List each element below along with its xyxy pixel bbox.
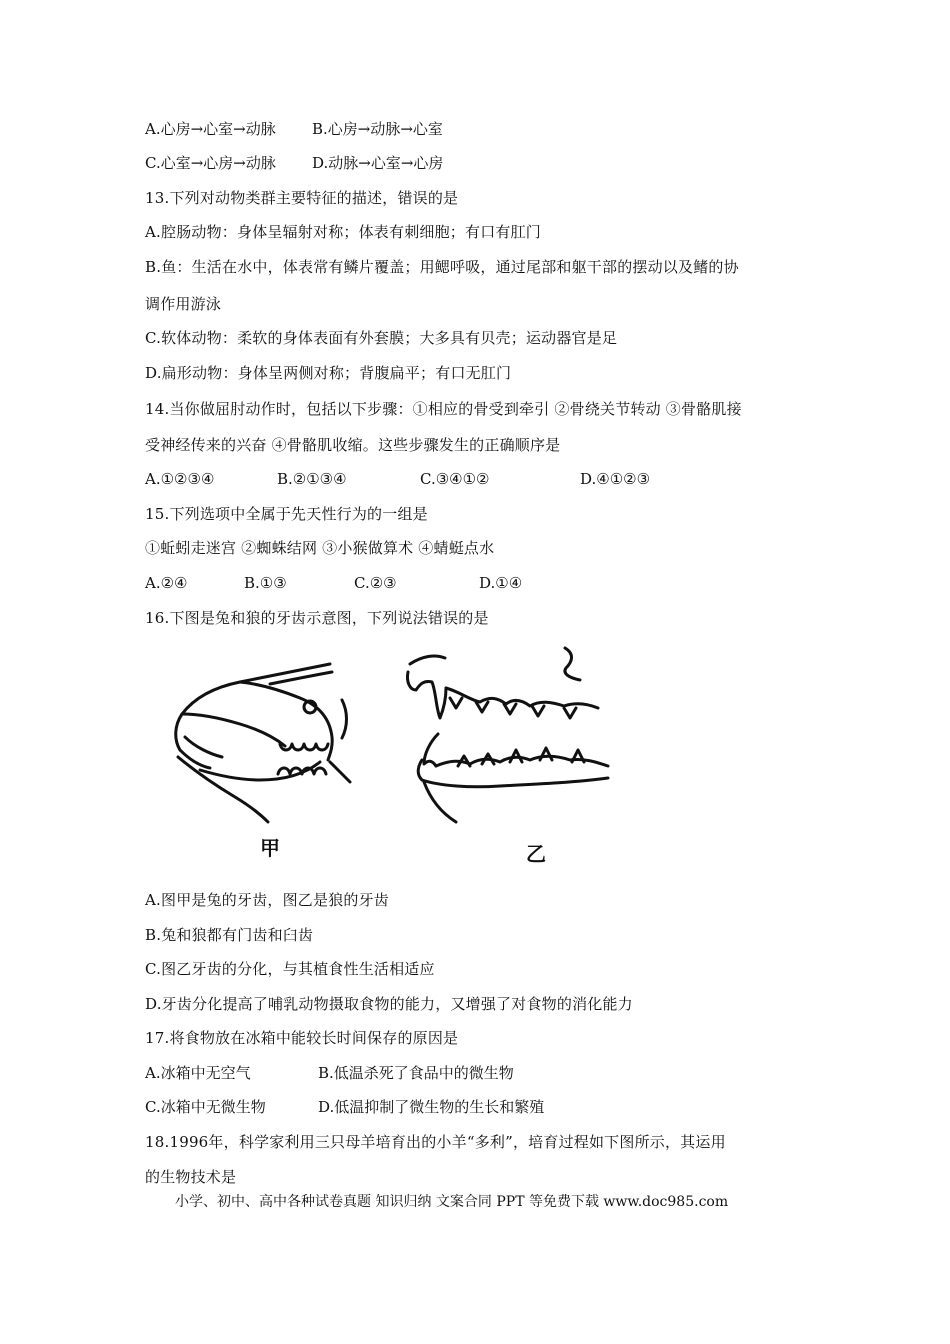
q18-stem-line1: 18.1996年，科学家利用三只母羊培育出的小羊“多利”，培育过程如下图所示，其运用 bbox=[145, 1133, 726, 1151]
q12-option-c: C.心室→心房→动脉 bbox=[145, 154, 276, 172]
q13-option-a: A.腔肠动物：身体呈辐射对称；体表有刺细胞；有口有肛门 bbox=[145, 223, 542, 241]
q13-option-d: D.扁形动物：身体呈两侧对称；背腹扁平；有口无肛门 bbox=[145, 364, 512, 382]
q14-stem-line1: 14.当你做屈肘动作时，包括以下步骤：①相应的骨受到牵引 ②骨绕关节转动 ③骨骼肌接 bbox=[145, 400, 742, 418]
q15-option-c: C.②③ bbox=[354, 574, 397, 592]
figure-label-left: 甲 bbox=[260, 836, 280, 860]
q16-option-b: B.兔和狼都有门齿和臼齿 bbox=[145, 926, 314, 944]
q17-option-a: A.冰箱中无空气 bbox=[145, 1064, 251, 1082]
q16-option-c: C.图乙牙齿的分化，与其植食性生活相适应 bbox=[145, 960, 435, 978]
q12-option-a: A.心房→心室→动脉 bbox=[145, 120, 276, 138]
wolf-jaws-icon bbox=[407, 648, 608, 822]
q14-option-b: B.②①③④ bbox=[277, 470, 347, 488]
q12-option-b: B.心房→动脉→心室 bbox=[312, 120, 443, 138]
q14-option-c: C.③④①② bbox=[420, 470, 490, 488]
q13-option-b-line1: B.鱼：生活在水中，体表常有鳞片覆盖；用鳃呼吸，通过尾部和躯干部的摆动以及鳍的协 bbox=[145, 258, 739, 276]
q16-stem: 16.下图是兔和狼的牙齿示意图，下列说法错误的是 bbox=[145, 609, 489, 627]
q17-option-c: C.冰箱中无微生物 bbox=[145, 1098, 266, 1116]
q13-stem: 13.下列对动物类群主要特征的描述，错误的是 bbox=[145, 189, 459, 207]
q15-option-a: A.②④ bbox=[145, 574, 188, 592]
q17-option-b: B.低温杀死了食品中的微生物 bbox=[318, 1064, 514, 1082]
q13-option-b-line2: 调作用游泳 bbox=[145, 295, 222, 313]
q14-stem-line2: 受神经传来的兴奋 ④骨骼肌收缩。这些步骤发生的正确顺序是 bbox=[145, 436, 561, 454]
q14-option-a: A.①②③④ bbox=[145, 470, 215, 488]
teeth-figure bbox=[160, 642, 620, 872]
q16-option-d: D.牙齿分化提高了哺乳动物摄取食物的能力，又增强了对食物的消化能力 bbox=[145, 995, 633, 1013]
q15-items: ①蚯蚓走迷宫 ②蜘蛛结网 ③小猴做算术 ④蜻蜓点水 bbox=[145, 539, 495, 557]
q17-option-d: D.低温抑制了微生物的生长和繁殖 bbox=[318, 1098, 545, 1116]
q15-option-d: D.①④ bbox=[479, 574, 523, 592]
q12-option-d: D.动脉→心室→心房 bbox=[312, 154, 444, 172]
q15-option-b: B.①③ bbox=[244, 574, 287, 592]
q13-option-c: C.软体动物：柔软的身体表面有外套膜；大多具有贝壳；运动器官是足 bbox=[145, 329, 618, 347]
rabbit-skull-icon bbox=[176, 664, 350, 822]
q17-stem: 17.将食物放在冰箱中能较长时间保存的原因是 bbox=[145, 1029, 459, 1047]
teeth-drawing bbox=[160, 642, 620, 872]
figure-label-right: 乙 bbox=[526, 842, 546, 866]
q18-stem-line2: 的生物技术是 bbox=[145, 1168, 237, 1186]
q14-option-d: D.④①②③ bbox=[580, 470, 651, 488]
q16-option-a: A.图甲是兔的牙齿，图乙是狼的牙齿 bbox=[145, 891, 390, 909]
page-footer: 小学、初中、高中各种试卷真题 知识归纳 文案合同 PPT 等免费下载 www.doc985.com bbox=[175, 1194, 729, 1210]
q15-stem: 15.下列选项中全属于先天性行为的一组是 bbox=[145, 505, 428, 523]
